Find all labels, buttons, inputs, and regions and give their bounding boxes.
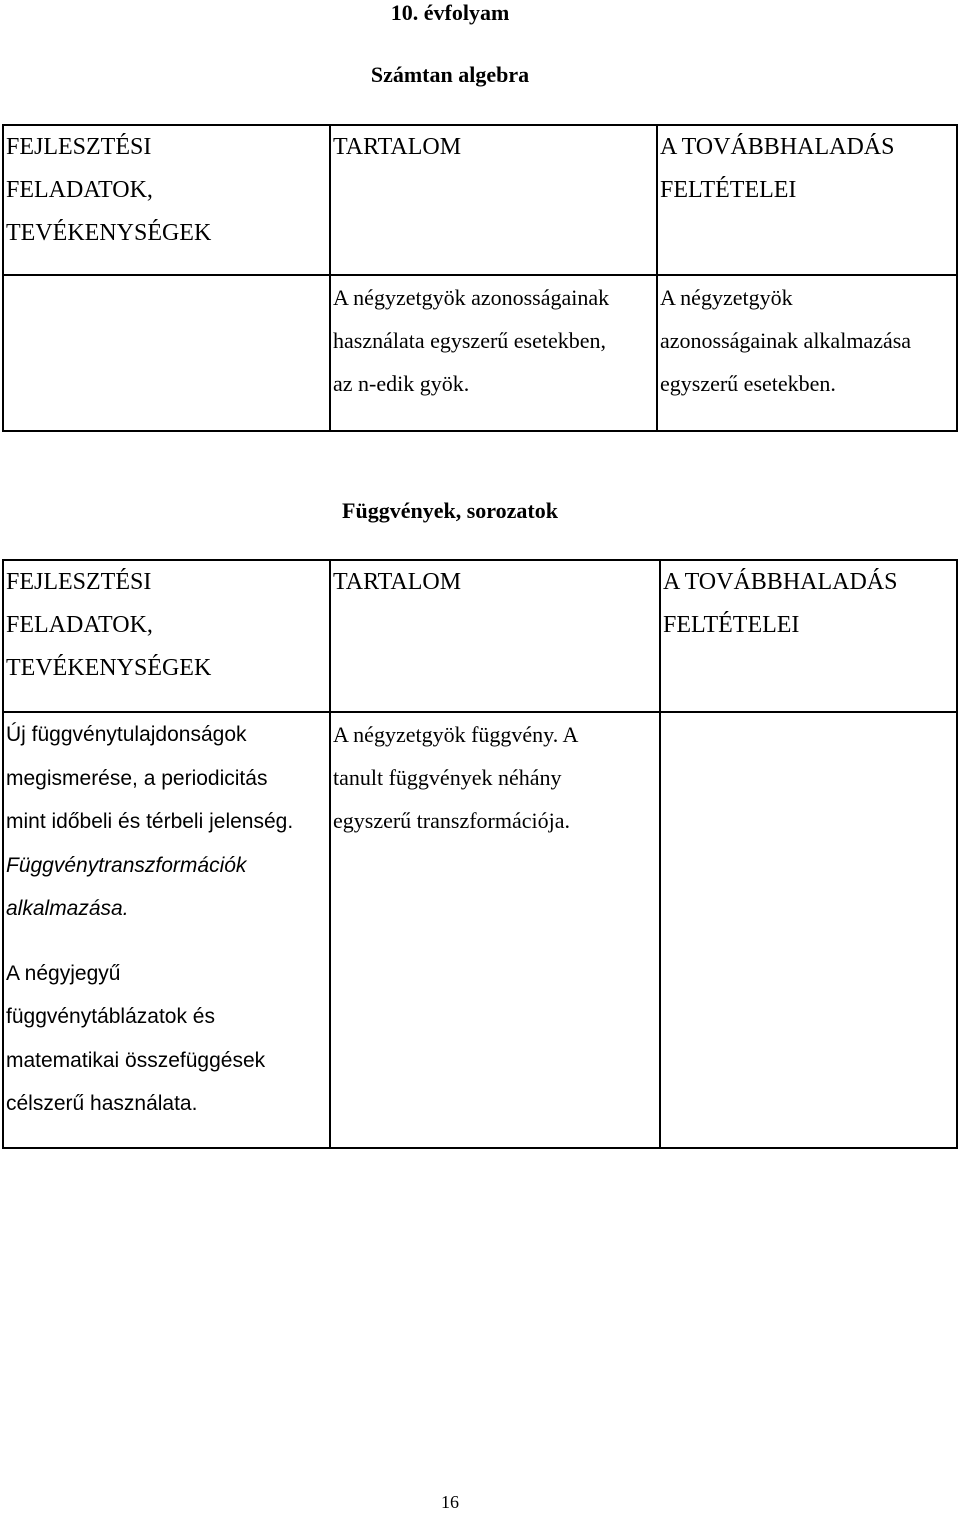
header-requirements: A TOVÁBBHALADÁS FELTÉTELEI [657, 125, 957, 275]
tasks-cell [3, 275, 330, 431]
header-tasks: FEJLESZTÉSI FELADATOK, TEVÉKENYSÉGEK [3, 125, 330, 275]
content-cell: A négyzetgyök függvény. A tanult függvények néhány egyszerű transzformációja. [330, 712, 660, 1148]
header-content: TARTALOM [330, 125, 657, 275]
algebra-table [2, 124, 958, 432]
content-cell: A négyzetgyök azonosságainak használata egyszerű esetekben, az n-edik gyök. [330, 275, 657, 431]
table-header-row [3, 560, 957, 712]
page-number: 16 [441, 1492, 459, 1512]
tasks-cell: Új függvénytulajdonságok megismerése, a periodicitás mint időbeli és térbeli jelenség. Függvénytranszformációk alkalmazása. A négyjegyű függvénytáblázatok és matematikai összefüggések célszerű használata. [3, 712, 330, 1148]
table-row [3, 712, 957, 1148]
table-header-row [3, 125, 957, 275]
section-title-algebra: Számtan algebra [370, 62, 530, 87]
requirements-cell: A négyzetgyök azonosságainak alkalmazása egyszerű esetekben. [657, 275, 957, 431]
section-title-functions: Függvények, sorozatok [342, 498, 558, 523]
header-content: TARTALOM [330, 560, 660, 712]
requirements-cell [660, 712, 957, 1148]
grade-title: 10. évfolyam [390, 0, 510, 25]
header-requirements: A TOVÁBBHALADÁS FELTÉTELEI [660, 560, 957, 712]
table-row [3, 275, 957, 431]
header-tasks: FEJLESZTÉSI FELADATOK, TEVÉKENYSÉGEK [3, 560, 330, 712]
functions-table [2, 559, 958, 1149]
